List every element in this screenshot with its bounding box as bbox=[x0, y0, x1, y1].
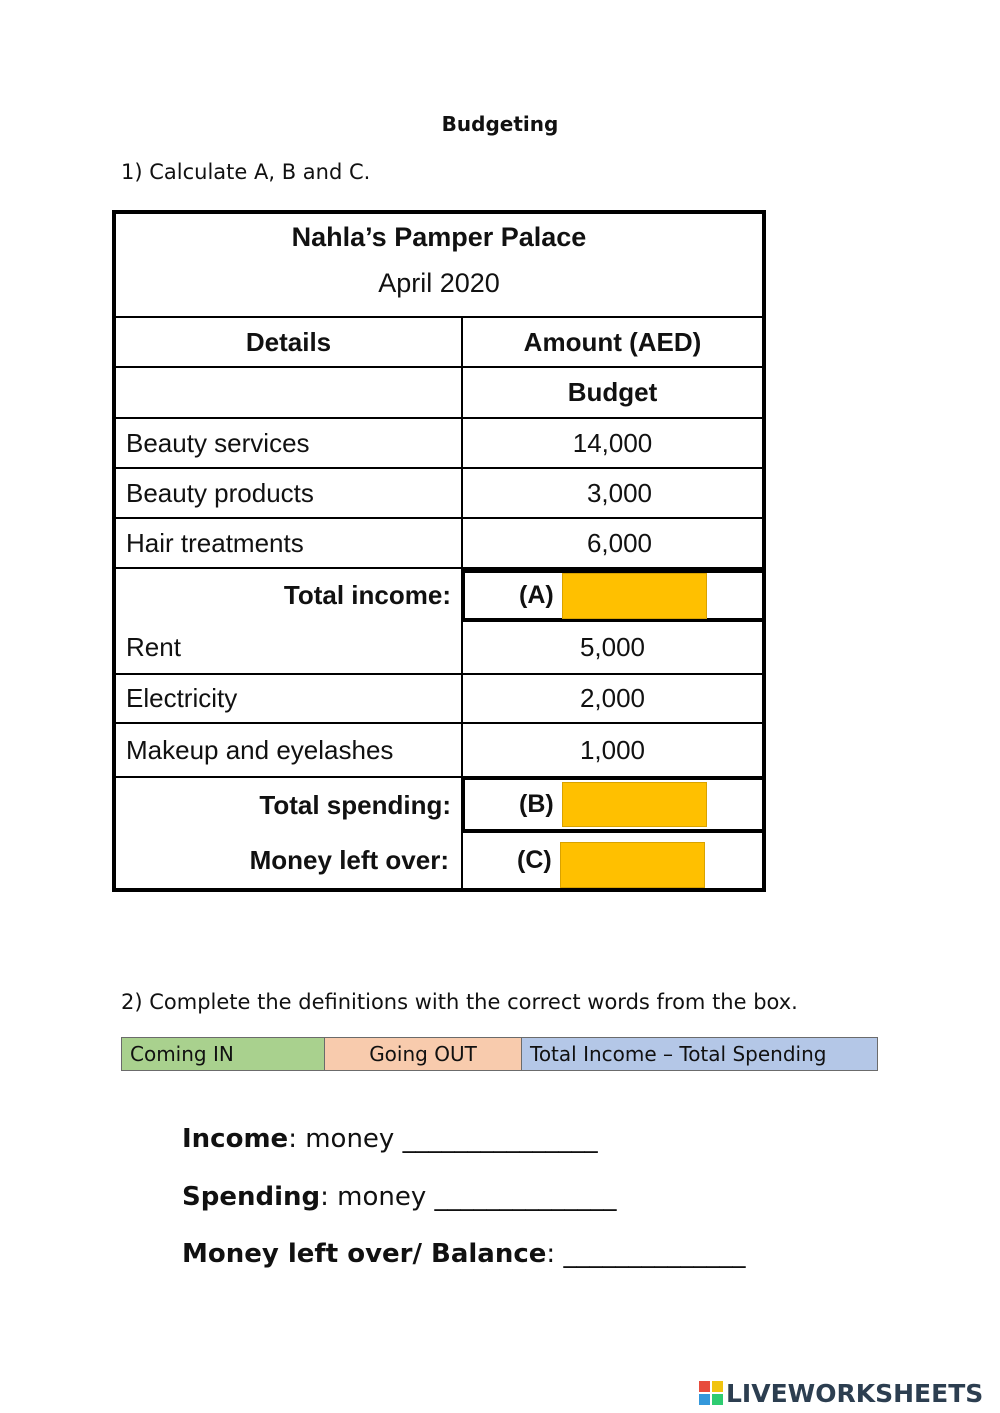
answer-field-b[interactable] bbox=[562, 782, 707, 827]
row-amount: 14,000 bbox=[572, 427, 653, 458]
row-amount: 6,000 bbox=[586, 527, 653, 558]
total-spending-row bbox=[116, 776, 762, 833]
word-option[interactable]: Total Income – Total Spending bbox=[522, 1038, 877, 1070]
definition-text: : money bbox=[288, 1124, 403, 1154]
liveworksheets-logo bbox=[699, 1378, 983, 1408]
answer-letter-b: (B) bbox=[519, 790, 554, 818]
row-amount: 3,000 bbox=[586, 477, 653, 508]
row-label: Hair treatments bbox=[116, 519, 463, 567]
word-option[interactable]: Going OUT bbox=[325, 1038, 522, 1070]
row-label: Beauty products bbox=[116, 469, 463, 517]
empty-cell bbox=[116, 368, 463, 417]
table-row bbox=[116, 622, 762, 675]
business-name: Nahla’s Pamper Palace bbox=[291, 222, 587, 252]
definition-balance bbox=[182, 1239, 745, 1269]
total-income-label: Total income: bbox=[283, 580, 451, 610]
logo-text: LIVEWORKSHEETS bbox=[726, 1378, 984, 1408]
question-2: 2) Complete the definitions with the correct words from the box. bbox=[121, 990, 798, 1014]
row-amount: 2,000 bbox=[579, 683, 646, 713]
question-1: 1) Calculate A, B and C. bbox=[121, 160, 371, 184]
total-spending-label: Total spending: bbox=[116, 776, 463, 833]
sub-header-row bbox=[116, 368, 762, 419]
logo-icon bbox=[699, 1381, 723, 1405]
answer-field-a[interactable] bbox=[562, 573, 707, 619]
table-row bbox=[116, 469, 762, 519]
definition-text: : bbox=[546, 1239, 564, 1269]
table-row bbox=[116, 419, 762, 469]
table-row bbox=[116, 675, 762, 724]
answer-field-c[interactable] bbox=[560, 842, 705, 888]
total-spending-cell bbox=[461, 776, 766, 833]
table-row bbox=[116, 724, 762, 776]
budget-table bbox=[112, 210, 766, 892]
row-label: Rent bbox=[116, 622, 463, 673]
row-label: Electricity bbox=[116, 675, 463, 722]
row-label: Makeup and eyelashes bbox=[116, 724, 463, 776]
definition-term: Spending bbox=[182, 1182, 321, 1212]
definition-term: Money left over/ Balance bbox=[182, 1239, 547, 1269]
budget-header: Budget bbox=[567, 377, 658, 407]
total-income-cell bbox=[461, 569, 766, 622]
column-header-row bbox=[116, 318, 762, 368]
table-header bbox=[116, 214, 762, 318]
money-left-label: Money left over: bbox=[116, 833, 463, 888]
money-left-cell bbox=[463, 833, 762, 888]
answer-letter-c: (C) bbox=[517, 846, 552, 874]
row-amount: 5,000 bbox=[579, 632, 646, 662]
definition-income bbox=[182, 1124, 598, 1154]
total-income-row bbox=[116, 569, 762, 622]
word-box bbox=[121, 1037, 878, 1071]
money-left-row bbox=[116, 833, 762, 888]
budget-period: April 2020 bbox=[378, 268, 500, 298]
definition-blank[interactable]: ______________ bbox=[434, 1182, 617, 1212]
amount-header: Amount (AED) bbox=[523, 326, 702, 357]
table-row bbox=[116, 519, 762, 569]
row-label: Beauty services bbox=[116, 419, 463, 467]
definition-blank[interactable]: ______________ bbox=[563, 1239, 746, 1269]
answer-letter-a: (A) bbox=[519, 581, 554, 609]
definition-blank[interactable]: _______________ bbox=[402, 1124, 598, 1154]
definition-text: : money bbox=[320, 1182, 435, 1212]
worksheet-title: Budgeting bbox=[441, 112, 559, 136]
details-header: Details bbox=[116, 318, 463, 366]
row-amount: 1,000 bbox=[579, 734, 646, 765]
definition-spending bbox=[182, 1182, 617, 1212]
definition-term: Income bbox=[182, 1124, 289, 1154]
word-option[interactable]: Coming IN bbox=[122, 1038, 325, 1070]
